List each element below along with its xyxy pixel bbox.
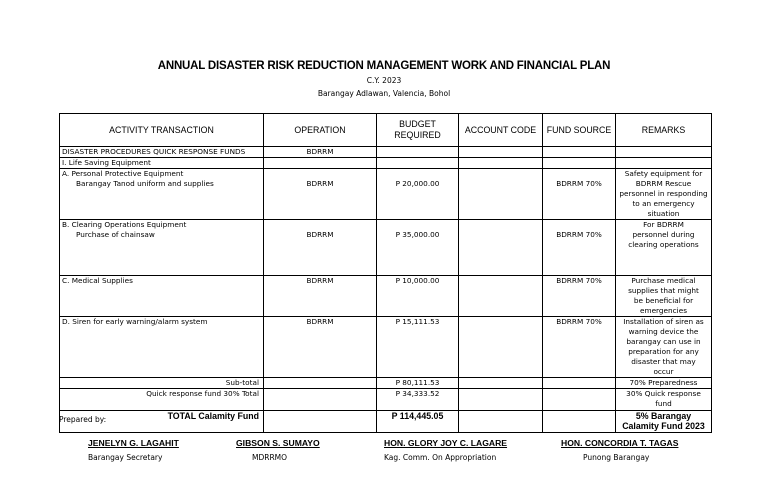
cell-fund: BDRRM 70% [543,317,616,378]
cell-activity: C. Medical Supplies [60,276,264,317]
cell-remarks: Purchase medical supplies that might be beneficial for emergencies [616,276,712,317]
cell-operation [264,378,377,389]
table-header-row [60,114,712,147]
cell-fund [543,378,616,389]
cell-account [459,158,543,169]
cell-activity: Sub-total [60,378,264,389]
signatory-role: Barangay Secretary [88,453,163,462]
table-row [60,317,712,378]
activity-detail: Barangay Tanod uniform and supplies [76,179,214,188]
signatory-name: GIBSON S. SUMAYO [236,438,320,448]
table-row [60,158,712,169]
cell-budget: P 15,111.53 [377,317,459,378]
cell-budget: P 35,000.00 [377,220,459,276]
cell-account [459,169,543,220]
cell-fund: BDRRM 70% [543,169,616,220]
calendar-year: C.Y. 2023 [366,76,402,85]
signatory-role: MDRRMO [252,453,288,462]
cell-remarks [616,158,712,169]
cell-remarks: For BDRRM personnel during clearing operations [616,220,712,276]
cell-fund: BDRRM 70% [543,276,616,317]
table-row [60,276,712,317]
cell-fund [543,147,616,158]
col-operation: OPERATION [264,114,377,147]
cell-remarks [616,147,712,158]
cell-operation [264,389,377,411]
signatory-name: JENELYN G. LAGAHIT [88,438,179,448]
table-row [60,147,712,158]
cell-fund: BDRRM 70% [543,220,616,276]
col-budget: BUDGET REQUIRED [377,114,459,147]
activity-detail: Purchase of chainsaw [76,230,155,239]
cell-remarks: 30% Quick response fund [616,389,712,411]
cell-activity: D. Siren for early warning/alarm system [60,317,264,378]
prepared-by-label: Prepared by: [59,415,107,424]
table-row [60,220,712,276]
cell-fund [543,158,616,169]
signatory-role: Kag. Comm. On Appropriation [384,453,497,462]
cell-budget: P 20,000.00 [377,169,459,220]
cell-fund [543,411,616,433]
total-row [60,411,712,433]
quick-response-row [60,389,712,411]
document-title: ANNUAL DISASTER RISK REDUCTION MANAGEMENT WORK AND FINANCIAL PLAN [157,60,611,72]
cell-remarks: Installation of siren as warning device the barangay can use in preparation for any disaster that may occur [616,317,712,378]
cell-activity [60,220,264,276]
col-remarks: REMARKS [616,114,712,147]
cell-activity: I. Life Saving Equipment [60,158,264,169]
cell-activity: DISASTER PROCEDURES QUICK RESPONSE FUNDS [60,147,264,158]
signatory-name: HON. CONCORDIA T. TAGAS [561,438,679,448]
cell-operation: BDRRM [264,147,377,158]
cell-operation [264,158,377,169]
cell-remarks: Safety equipment for BDRRM Rescue personnel in responding to an emergency situation [616,169,712,220]
subtotal-row [60,378,712,389]
col-fund: FUND SOURCE [543,114,616,147]
cell-account [459,220,543,276]
cell-activity: TOTAL Calamity Fund [60,411,264,433]
cell-budget [377,147,459,158]
cell-activity [60,169,264,220]
cell-budget: P 34,333.52 [377,389,459,411]
cell-activity: Quick response fund 30% Total [60,389,264,411]
cell-budget: P 80,111.53 [377,378,459,389]
cell-fund [543,389,616,411]
cell-operation: BDRRM [264,276,377,317]
signatory-name: HON. GLORY JOY C. LAGARE [384,438,508,448]
cell-operation: BDRRM [264,220,377,276]
location: Barangay Adlawan, Valencia, Bohol [317,89,451,98]
cell-remarks: 5% Barangay Calamity Fund 2023 [616,411,712,433]
cell-account [459,276,543,317]
activity-title: A. Personal Protective Equipment [62,169,184,178]
cell-budget: P 10,000.00 [377,276,459,317]
plan-table [59,113,712,433]
cell-account [459,411,543,433]
cell-account [459,317,543,378]
cell-remarks: 70% Preparedness [616,378,712,389]
col-account: ACCOUNT CODE [459,114,543,147]
activity-title: B. Clearing Operations Equipment [62,220,187,229]
table-row [60,169,712,220]
cell-account [459,389,543,411]
cell-operation [264,411,377,433]
cell-account [459,147,543,158]
cell-budget [377,158,459,169]
cell-account [459,378,543,389]
cell-budget: P 114,445.05 [377,411,459,433]
col-activity: ACTIVITY TRANSACTION [60,114,264,147]
signatory-role: Punong Barangay [583,453,650,462]
cell-operation: BDRRM [264,169,377,220]
cell-operation: BDRRM [264,317,377,378]
